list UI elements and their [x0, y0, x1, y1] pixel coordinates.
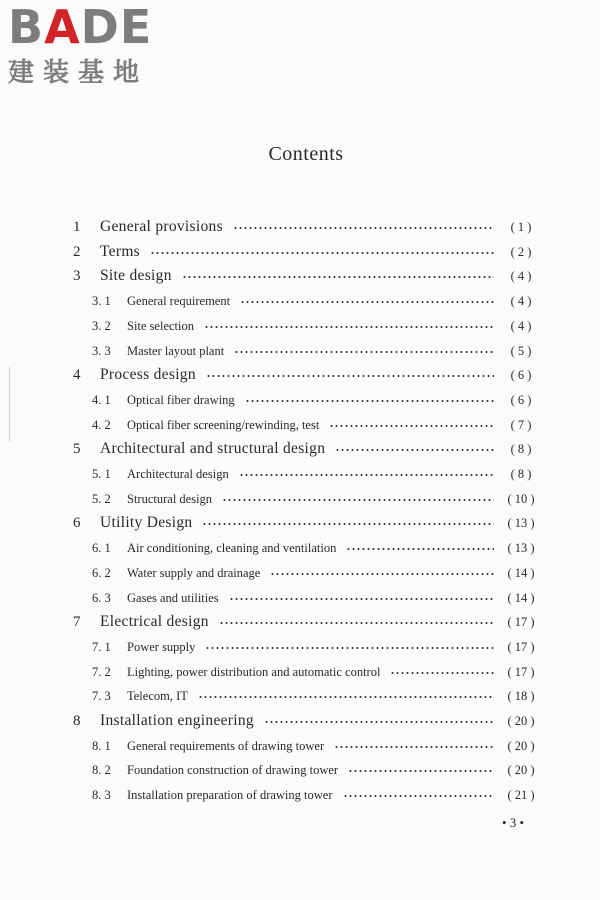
toc-entry-page: ( 13 ): [507, 516, 535, 531]
toc-entry-label: Process design: [100, 366, 196, 384]
toc-entry-label: General requirements of drawing tower: [127, 738, 325, 753]
page-number: • 3 •: [501, 815, 525, 830]
toc-leader-dots: [182, 276, 494, 278]
toc-leader-dots: [343, 795, 494, 797]
toc-entry-number: 5: [73, 441, 81, 458]
toc-leader-dots: [205, 647, 494, 649]
toc-leader-dots: [219, 622, 494, 624]
page-title: Contents: [268, 143, 344, 165]
toc-entry-page: ( 5 ): [510, 343, 532, 358]
toc-entry-number: 8: [73, 713, 81, 729]
toc-entry-number: 8. 2: [92, 763, 111, 778]
toc-entry-number: 8. 1: [92, 738, 111, 753]
toc-leader-dots: [334, 746, 494, 748]
toc-entry-page: ( 14 ): [507, 590, 535, 605]
toc-section-entry[interactable]: [0, 292, 600, 316]
toc-leader-dots: [150, 252, 494, 254]
toc-entry-page: ( 10 ): [507, 491, 535, 506]
toc-entry-number: 4. 1: [92, 392, 111, 407]
toc-entry-number: 2: [73, 243, 81, 260]
toc-entry-page: ( 7 ): [510, 417, 532, 432]
toc-section-entry[interactable]: [0, 416, 600, 440]
toc-entry-label: Utility Design: [100, 514, 193, 532]
toc-section-entry[interactable]: [0, 342, 600, 366]
toc-entry-number: 6: [73, 515, 81, 532]
toc-section-entry[interactable]: [0, 687, 600, 711]
toc-entry-label: General provisions: [100, 218, 223, 235]
toc-chapter-entry[interactable]: [0, 267, 600, 291]
toc-entry-number: 7. 2: [92, 664, 111, 679]
toc-entry-label: Optical fiber screening/rewinding, test: [127, 417, 320, 432]
toc-leader-dots: [234, 351, 494, 353]
toc-entry-number: 4: [73, 367, 81, 384]
toc-entry-label: Water supply and drainage: [127, 565, 261, 580]
toc-entry-page: ( 17 ): [507, 639, 535, 654]
toc-entry-number: 3: [73, 268, 81, 285]
toc-entry-number: 6. 1: [92, 541, 111, 556]
toc-leader-dots: [346, 548, 494, 550]
toc-leader-dots: [390, 672, 494, 674]
toc-entry-number: 3. 2: [92, 318, 111, 333]
toc-leader-dots: [239, 474, 494, 476]
toc-entry-page: ( 20 ): [507, 738, 535, 753]
toc-entry-label: Terms: [100, 242, 141, 260]
toc-entry-label: Gases and utilities: [127, 590, 219, 605]
toc-entry-page: ( 21 ): [507, 788, 535, 803]
toc-section-entry[interactable]: [0, 317, 600, 341]
toc-section-entry[interactable]: [0, 391, 600, 415]
toc-chapter-entry[interactable]: [0, 712, 600, 736]
toc-entry-number: 6. 2: [92, 565, 111, 580]
toc-entry-label: Foundation construction of drawing tower: [127, 763, 339, 778]
toc-section-entry[interactable]: [0, 589, 600, 613]
toc-leader-dots: [348, 770, 494, 772]
toc-chapter-entry[interactable]: [0, 440, 600, 464]
toc-entry-number: 4. 2: [92, 417, 111, 432]
toc-section-entry[interactable]: [0, 663, 600, 687]
toc-entry-page: ( 1 ): [510, 220, 532, 234]
toc-section-entry[interactable]: [0, 761, 600, 785]
toc-chapter-entry[interactable]: [0, 366, 600, 390]
toc-entry-number: 1: [73, 219, 81, 235]
toc-entry-number: 8. 3: [92, 788, 111, 803]
toc-entry-page: ( 18 ): [507, 689, 535, 704]
toc-entry-page: ( 17 ): [507, 615, 535, 630]
toc-leader-dots: [240, 301, 494, 303]
toc-entry-label: Electrical design: [100, 613, 209, 631]
toc-entry-page: ( 20 ): [507, 714, 535, 728]
toc-leader-dots: [229, 598, 494, 600]
toc-entry-label: Architectural and structural design: [100, 440, 326, 458]
toc-section-entry[interactable]: [0, 564, 600, 588]
toc-entry-number: 5. 1: [92, 467, 111, 481]
toc-chapter-entry[interactable]: [0, 514, 600, 538]
toc-leader-dots: [206, 375, 494, 377]
toc-leader-dots: [202, 523, 494, 525]
toc-entry-number: 7. 1: [92, 639, 111, 654]
toc-entry-page: ( 4 ): [510, 294, 532, 309]
toc-entry-number: 7. 3: [92, 689, 111, 704]
toc-leader-dots: [204, 326, 494, 328]
toc-leader-dots: [270, 573, 494, 575]
toc-leader-dots: [222, 499, 494, 501]
toc-entry-page: ( 2 ): [510, 244, 532, 259]
toc-entry-label: Lighting, power distribution and automatic control: [127, 664, 381, 679]
toc-entry-page: ( 8 ): [510, 442, 532, 457]
toc-section-entry[interactable]: [0, 737, 600, 761]
toc-entry-label: Optical fiber drawing: [127, 392, 235, 407]
toc-entry-number: 6. 3: [92, 590, 111, 605]
toc-section-entry[interactable]: [0, 490, 600, 514]
toc-leader-dots: [335, 449, 494, 451]
toc-leader-dots: [233, 227, 494, 229]
toc-entry-label: Air conditioning, cleaning and ventilation: [127, 541, 337, 556]
toc-entry-page: ( 20 ): [507, 763, 535, 778]
toc-entry-number: 5. 2: [92, 491, 111, 506]
toc-entry-page: ( 14 ): [507, 565, 535, 580]
toc-chapter-entry[interactable]: [0, 613, 600, 637]
toc-entry-page: ( 4 ): [510, 269, 532, 284]
toc-section-entry[interactable]: [0, 786, 600, 810]
toc-leader-dots: [245, 400, 494, 402]
toc-leader-dots: [264, 721, 494, 723]
toc-entry-label: Structural design: [127, 491, 213, 506]
logo-wordmark: BADE: [8, 0, 153, 54]
toc-entry-page: ( 13 ): [507, 541, 535, 556]
toc-entry-number: 3. 3: [92, 343, 111, 358]
toc-entry-label: Site design: [100, 267, 172, 285]
toc-entry-label: Architectural design: [127, 467, 229, 481]
toc-chapter-entry[interactable]: [0, 218, 600, 242]
toc-entry-page: ( 8 ): [510, 467, 532, 481]
toc-entry-label: Power supply: [127, 639, 196, 654]
toc-entry-page: ( 4 ): [510, 318, 532, 333]
toc-entry-label: Telecom, IT: [127, 689, 188, 704]
toc-entry-page: ( 6 ): [510, 392, 532, 407]
toc-section-entry[interactable]: [0, 465, 600, 489]
toc-leader-dots: [198, 696, 494, 698]
toc-chapter-entry[interactable]: [0, 243, 600, 267]
toc-entry-label: General requirement: [127, 294, 231, 309]
toc-entry-label: Installation preparation of drawing tower: [127, 788, 333, 803]
bade-logo: [8, 0, 178, 88]
toc-section-entry[interactable]: [0, 539, 600, 563]
toc-leader-dots: [329, 425, 494, 427]
logo-subtitle: 建装基地: [8, 58, 149, 88]
toc-entry-number: 7: [73, 614, 81, 631]
toc-section-entry[interactable]: [0, 638, 600, 662]
toc-entry-label: Site selection: [127, 318, 194, 333]
toc-entry-label: Master layout plant: [127, 343, 225, 358]
toc-entry-number: 3. 1: [92, 294, 111, 309]
toc-entry-page: ( 6 ): [510, 368, 532, 383]
toc-entry-page: ( 17 ): [507, 664, 535, 679]
toc-entry-label: Installation engineering: [100, 712, 254, 729]
